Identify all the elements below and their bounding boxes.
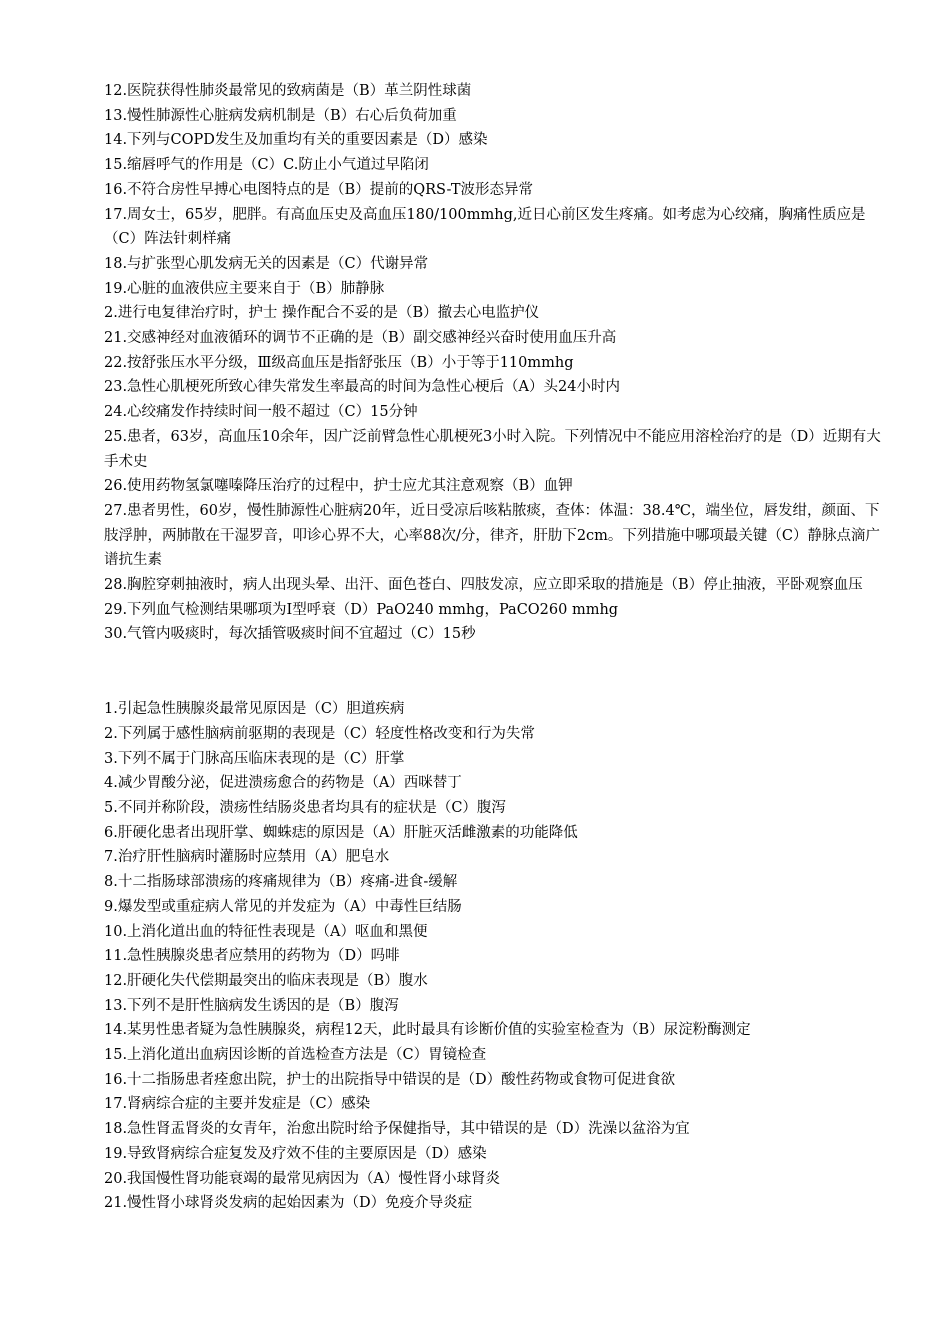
question-line: 21.交感神经对血液循环的调节不正确的是（B）副交感神经兴奋时使用血压升高 (104, 330, 617, 347)
question-line: 14.某男性患者疑为急性胰腺炎，病程12天，此时最具有诊断价值的实验室检查为（B）尿淀粉酶测定 (104, 1022, 751, 1039)
question-line: 12.医院获得性肺炎最常见的致病菌是（B）革兰阴性球菌 (104, 83, 472, 99)
question-line: 15.缩唇呼气的作用是（C）C.防止小气道过早陷闭 (104, 157, 429, 174)
question-line: 19.心脏的血液供应主要来自于（B）肺静脉 (104, 280, 385, 297)
question-line: 7.治疗肝性脑病时灌肠时应禁用（A）肥皂水 (104, 849, 390, 866)
question-line: 14.下列与COPD发生及加重均有关的重要因素是（D）感染 (104, 132, 488, 149)
question-line: 11.急性胰腺炎患者应禁用的药物为（D）吗啡 (104, 948, 400, 965)
question-line: 17.周女士，65岁，肥胖。有高血压史及高血压180/100mmhg,近日心前区发生疼痛。如考虑为心绞痛，胸痛性质应是（C）阵法针刺样痛 (104, 206, 866, 248)
question-section-1 (104, 79, 886, 647)
question-line: 28.胸腔穿刺抽液时，病人出现头晕、出汗、面色苍白、四肢发凉，应立即采取的措施是（B）停止抽液，平卧观察血压 (104, 577, 863, 594)
document-page (104, 79, 886, 1216)
question-line: 2.下列属于感性脑病前驱期的表现是（C）轻度性格改变和行为失常 (104, 725, 535, 742)
question-section-2 (104, 697, 886, 1216)
question-line: 10.上消化道出血的特征性表现是（A）呕血和黑便 (104, 923, 428, 940)
question-line: 19.导致肾病综合症复发及疗效不佳的主要原因是（D）感染 (104, 1145, 487, 1162)
question-line: 17.肾病综合症的主要并发症是（C）感染 (104, 1096, 371, 1113)
question-line: 1.引起急性胰腺炎最常见原因是（C）胆道疾病 (104, 701, 405, 718)
question-line: 25.患者，63岁，高血压10余年，因广泛前臂急性心肌梗死3小时入院。下列情况中不能应用溶栓治疗的是（D）近期有大手术史 (104, 428, 881, 470)
question-line: 27.患者男性，60岁，慢性肺源性心脏病20年，近日受凉后咳粘脓痰，查体：体温：38.4℃，端坐位，唇发绀，颜面、下肢浮肿，两肺散在干湿罗音，叩诊心界不大，心率88次/分，律齐，肝肋下2cm。下列措施中哪项最关键（C）静脉点滴广谱抗生素 (104, 502, 881, 569)
question-line: 16.十二指肠患者痊愈出院，护士的出院指导中错误的是（D）酸性药物或食物可促进食欲 (104, 1071, 676, 1088)
question-line: 5.不同并称阶段，溃疡性结肠炎患者均具有的症状是（C）腹泻 (104, 799, 506, 816)
question-line: 4.减少胃酸分泌，促进溃疡愈合的药物是（A）西咪替丁 (104, 775, 462, 792)
question-line: 30.气管内吸痰时，每次插管吸痰时间不宜超过（C）15秒 (104, 626, 476, 643)
question-line: 26.使用药物氢氯噻嗪降压治疗的过程中，护士应尤其注意观察（B）血钾 (104, 478, 573, 495)
question-line: 18.与扩张型心肌发病无关的因素是（C）代谢异常 (104, 255, 429, 272)
question-line: 22.按舒张压水平分级，Ⅲ级高血压是指舒张压（B）小于等于110mmhg (104, 354, 574, 371)
question-line: 18.急性肾盂肾炎的女青年，治愈出院时给予保健指导，其中错误的是（D）洗澡以盆浴为宜 (104, 1121, 690, 1138)
question-line: 29.下列血气检测结果哪项为Ⅰ型呼衰（D）PaO240 mmhg，PaCO260 mmhg (104, 601, 619, 618)
question-line: 23.急性心肌梗死所致心律失常发生率最高的时间为急性心梗后（A）头24小时内 (104, 379, 620, 396)
question-line: 12.肝硬化失代偿期最突出的临床表现是（B）腹水 (104, 972, 428, 989)
question-line: 8.十二指肠球部溃疡的疼痛规律为（B）疼痛-进食-缓解 (104, 874, 458, 891)
question-line: 24.心绞痛发作持续时间一般不超过（C）15分钟 (104, 404, 418, 421)
question-line: 13.下列不是肝性脑病发生诱因的是（B）腹泻 (104, 997, 399, 1014)
question-line: 6.肝硬化患者出现肝掌、蜘蛛痣的原因是（A）肝脏灭活雌激素的功能降低 (104, 824, 578, 841)
question-line: 20.我国慢性肾功能衰竭的最常见病因为（A）慢性肾小球肾炎 (104, 1170, 501, 1187)
question-line: 9.爆发型或重症病人常见的并发症为（A）中毒性巨结肠 (104, 898, 462, 915)
question-line: 16.不符合房性早搏心电图特点的是（B）提前的QRS-T波形态异常 (104, 181, 534, 198)
question-line: 15.上消化道出血病因诊断的首选检查方法是（C）胃镜检查 (104, 1047, 487, 1064)
question-line: 3.下列不属于门脉高压临床表现的是（C）肝掌 (104, 750, 405, 767)
question-line: 21.慢性肾小球肾炎发病的起始因素为（D）免疫介导炎症 (104, 1195, 473, 1212)
question-line: 13.慢性肺源性心脏病发病机制是（B）右心后负荷加重 (104, 107, 457, 124)
question-line: 2.进行电复律治疗时，护士 操作配合不妥的是（B）撤去心电监护仪 (104, 305, 540, 322)
